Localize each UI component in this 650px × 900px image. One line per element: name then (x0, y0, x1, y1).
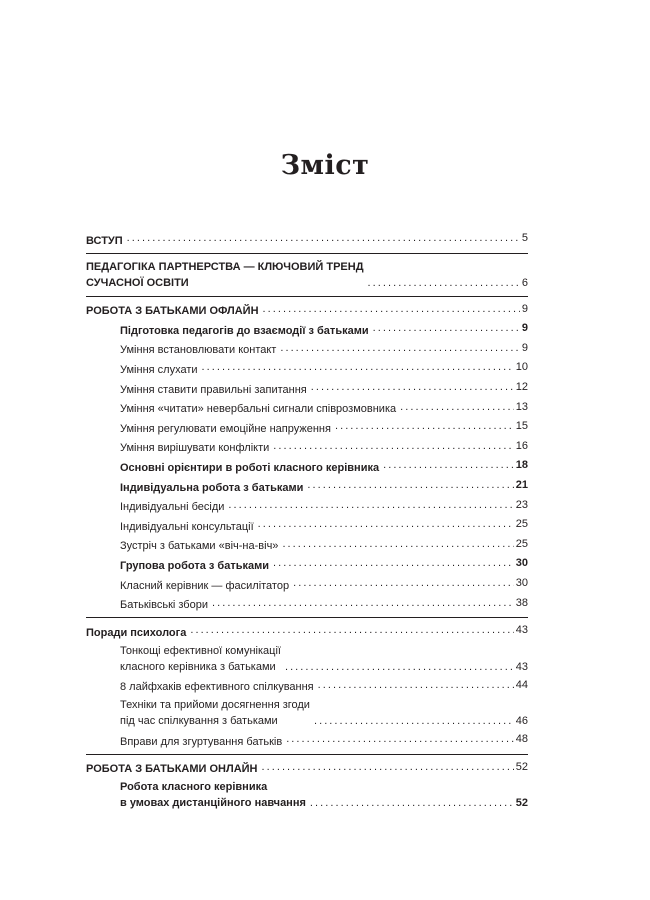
toc-subsection-entry[interactable] (86, 456, 528, 476)
toc-entry-title (120, 382, 307, 398)
toc-page-number: 6 (521, 276, 528, 289)
toc-entry-title (120, 342, 276, 358)
toc-section (86, 617, 528, 754)
toc-section (86, 229, 528, 253)
toc-entry-title-line: Поради психолога (86, 626, 187, 639)
toc-page-number: 52 (515, 760, 528, 773)
toc-entry-title (120, 679, 314, 695)
toc-entry-title (120, 480, 303, 496)
dot-leader (314, 713, 514, 729)
toc-entry-title (120, 499, 224, 515)
toc-subsection-entry[interactable] (86, 417, 528, 437)
dot-leader (273, 437, 513, 457)
toc-entry-title (120, 401, 396, 417)
toc-page-number: 30 (515, 557, 528, 570)
dot-leader (318, 676, 514, 696)
toc-chapter-entry[interactable] (86, 229, 528, 249)
toc-entry-title-line: Зустріч з батьками «віч-на-віч» (120, 540, 279, 553)
dot-leader (400, 398, 514, 418)
toc-page-number: 13 (515, 400, 528, 413)
dot-leader (190, 621, 513, 641)
toc-entry-title-line: Батьківські збори (120, 599, 208, 612)
toc-subsection-entry[interactable] (86, 535, 528, 555)
toc-entry-title-line: Індивідуальна робота з батьками (120, 481, 304, 494)
toc-entry-title-line: ПЕДАГОГІКА ПАРТНЕРСТВА — КЛЮЧОВИЙ ТРЕНД (86, 260, 364, 273)
table-of-contents (86, 229, 528, 816)
toc-entry-title-line: Тонкощі ефективної комунікації (120, 644, 281, 657)
toc-chapter-entry[interactable] (86, 300, 528, 320)
toc-entry-title-line: Підготовка педагогів до взаємодії з батьками (120, 324, 369, 337)
dot-leader (212, 594, 514, 614)
toc-subsection-entry[interactable] (86, 730, 528, 750)
toc-entry-title (120, 323, 369, 339)
toc-page-number: 9 (521, 322, 528, 335)
toc-subsection-entry[interactable] (86, 574, 528, 594)
toc-page-number: 25 (515, 518, 528, 531)
page-title: Зміст (280, 150, 370, 181)
dot-leader (368, 275, 520, 291)
toc-entry-title-line: класного керівника з батьками (120, 660, 276, 673)
toc-entry-title (120, 578, 289, 594)
dot-leader (335, 417, 514, 437)
dot-leader (383, 456, 514, 476)
toc-entry-title-line: Техніки та прийоми досягнення згоди (120, 699, 310, 712)
toc-entry-title-line: Уміння встановлювати контакт (120, 344, 277, 357)
toc-entry-title (120, 779, 306, 811)
toc-entry-title-line: Робота класного керівника (120, 781, 268, 794)
dot-leader (373, 319, 520, 339)
toc-entry-title (86, 259, 364, 291)
toc-entry-title-line: Основні орієнтири в роботі класного керівника (120, 461, 380, 474)
toc-entry-title-line: РОБОТА З БАТЬКАМИ ОФЛАЙН (86, 305, 259, 318)
toc-entry-title (120, 734, 282, 750)
toc-page-number: 16 (515, 439, 528, 452)
toc-entry-title-line: Вправи для згуртування батьків (120, 735, 283, 748)
toc-page-number: 23 (515, 498, 528, 511)
toc-entry-title (86, 625, 186, 641)
toc-subsection-entry[interactable] (86, 515, 528, 535)
toc-entry-title (120, 643, 281, 675)
dot-leader (273, 554, 514, 574)
toc-page-number: 44 (515, 678, 528, 691)
toc-page-number: 48 (515, 733, 528, 746)
toc-entry-title (120, 440, 269, 456)
toc-entry-title-line: ВСТУП (86, 234, 123, 247)
toc-section (86, 296, 528, 618)
toc-page-number: 9 (521, 341, 528, 354)
dot-leader (282, 535, 513, 555)
toc-entry-title (120, 519, 254, 535)
toc-entry-title-line: 8 лайфхаків ефективного спілкування (120, 681, 314, 694)
toc-entry-title-line: Уміння вирішувати конфлікти (120, 442, 270, 455)
dot-leader (285, 659, 514, 675)
toc-page-number: 5 (521, 232, 528, 244)
dot-leader (258, 515, 514, 535)
toc-subsection-entry[interactable] (86, 676, 528, 696)
toc-subsection-entry[interactable] (86, 319, 528, 339)
toc-section (86, 754, 528, 817)
toc-page-number: 43 (515, 624, 528, 637)
dot-leader (286, 730, 514, 750)
toc-subsection-entry[interactable] (86, 695, 528, 730)
toc-page-number: 52 (515, 797, 528, 810)
toc-page-number: 15 (515, 420, 528, 433)
dot-leader (202, 358, 514, 378)
dot-leader (311, 378, 514, 398)
toc-entry-title (120, 558, 269, 574)
toc-subsection-entry[interactable] (86, 777, 528, 812)
dot-leader (263, 300, 520, 320)
toc-entry-title-line: Групова робота з батьками (120, 559, 270, 572)
toc-entry-title (120, 697, 310, 729)
toc-page-number: 12 (515, 380, 528, 393)
dot-leader (228, 496, 513, 516)
toc-subsection-entry[interactable] (86, 554, 528, 574)
dot-leader (310, 795, 514, 811)
toc-entry-title (86, 233, 123, 249)
toc-page-number: 43 (515, 660, 528, 673)
toc-entry-title-line: Класний керівник — фасилітатор (120, 579, 290, 592)
toc-chapter-entry[interactable] (86, 257, 528, 292)
toc-entry-title-line: Уміння регулювати емоційне напруження (120, 422, 331, 435)
toc-entry-title-line: Уміння «читати» невербальні сигнали співрозмовника (120, 403, 397, 416)
toc-subsection-entry[interactable] (86, 496, 528, 516)
toc-subsection-entry[interactable] (86, 358, 528, 378)
toc-page-number: 25 (515, 537, 528, 550)
dot-leader (280, 339, 520, 359)
toc-subsection-entry[interactable] (86, 594, 528, 614)
toc-page-number: 18 (515, 459, 528, 472)
toc-entry-title (86, 303, 259, 319)
toc-page-number: 30 (515, 576, 528, 589)
toc-subsection-entry[interactable] (86, 437, 528, 457)
toc-page-number: 46 (515, 715, 528, 728)
toc-entry-title-line: СУЧАСНОЇ ОСВІТИ (86, 276, 189, 289)
toc-subsection-entry[interactable] (86, 641, 528, 676)
toc-entry-title (120, 362, 198, 378)
toc-page-number: 10 (515, 361, 528, 374)
toc-entry-title-line: Уміння слухати (120, 363, 198, 376)
toc-entry-title (120, 460, 379, 476)
toc-page-number: 21 (515, 478, 528, 491)
toc-subsection-entry[interactable] (86, 398, 528, 418)
toc-entry-title (120, 597, 208, 613)
dot-leader (293, 574, 514, 594)
toc-entry-title-line: Уміння ставити правильні запитання (120, 383, 307, 396)
dot-leader (262, 758, 514, 778)
toc-section (86, 253, 528, 296)
toc-subsection-entry[interactable] (86, 378, 528, 398)
toc-page-number: 9 (521, 302, 528, 315)
toc-subsection-entry[interactable] (86, 476, 528, 496)
toc-page-number: 38 (515, 596, 528, 609)
toc-entry-title-line: Індивідуальні бесіди (120, 501, 225, 514)
dot-leader (127, 229, 520, 249)
toc-entry-title (120, 421, 331, 437)
toc-entry-title (86, 761, 258, 777)
toc-chapter-entry[interactable] (86, 621, 528, 641)
toc-chapter-entry[interactable] (86, 758, 528, 778)
toc-subsection-entry[interactable] (86, 339, 528, 359)
toc-entry-title-line: під час спілкування з батьками (120, 715, 278, 728)
toc-entry-title-line: Індивідуальні консультації (120, 520, 254, 533)
toc-entry-title-line: в умовах дистанційного навчання (120, 797, 306, 810)
toc-entry-title-line: РОБОТА З БАТЬКАМИ ОНЛАЙН (86, 763, 258, 776)
toc-entry-title (120, 538, 278, 554)
dot-leader (307, 476, 513, 496)
